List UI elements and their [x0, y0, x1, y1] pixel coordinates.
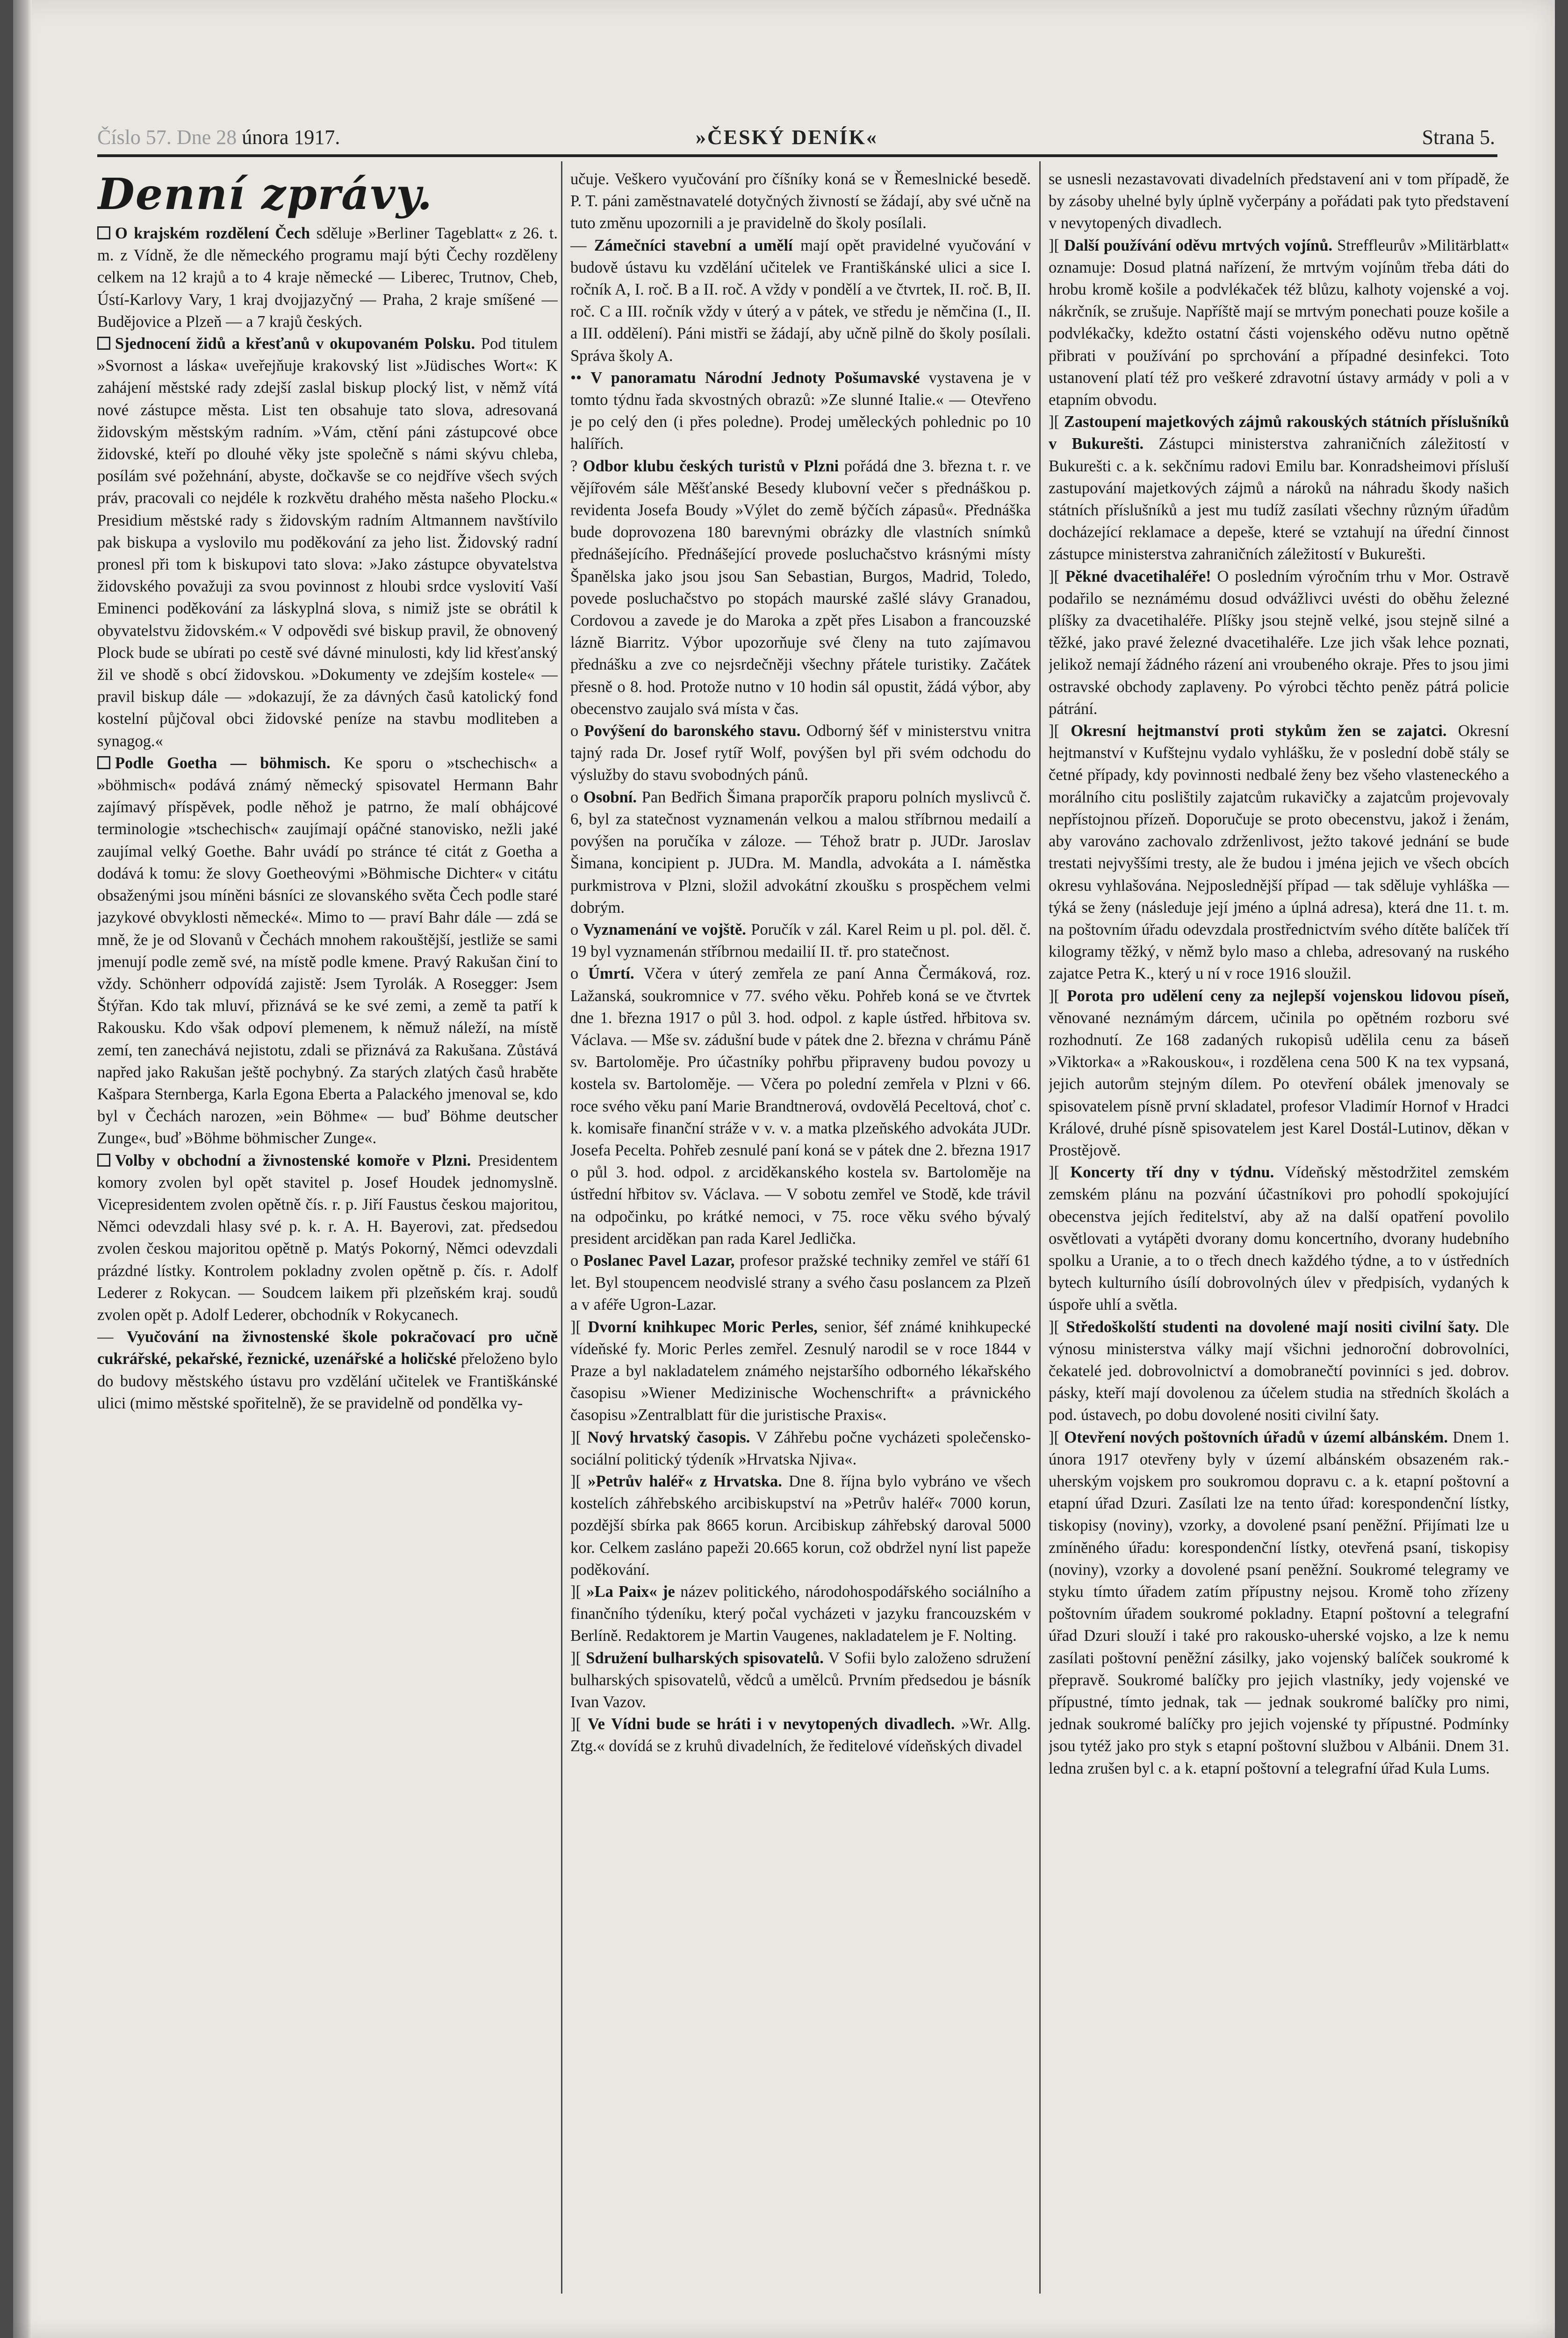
- article: Sjednocení židů a křesťanů v okupovaném Polsku. Pod titulem »Svornost a láska« uveřejňuje krakovský list »Jüdisches Wort«: K zahájení městské rady zdejší zaslal biskup plocký list, v němž vítá nové zástupce města. List ten obsahuje tato slova, adresovaná židovským městským radním. »Vám, ctění páni zástupcové obce židovské, kteří po dlouhé věky jste společně s námi skývu chleba, posílám své požehnání, abyste, dočkavše se co nejdříve všech svých práv, pracovali co nejdéle k rozkvětu drahého města našeho Plocku.« Presidium městské rady s židovským radním Altmannem navštívilo pak biskupa a vyslovilo mu poděkování za jeho list. Židovský radní pronesl při tom k biskupovi tato slova: »Jako zástupce obyvatelstva židovského považuji za svou povinnost z hloubi srdce vyslovití Vaší Eminenci poděkování za láskyplná slova, s nimiž jste se obrátil k obyvatelstvu židovském.« V odpovědi své biskup pravil, že obnovený Plock bude se ubírati po cestě své dávné minulosti, kdy lid křesťanský žil ve shodě s obcí židovskou. »Dokumenty ve zdejším kostele« — pravil biskup dále — »dokazují, že za dávných časů katolický fond kostelní půjčoval obci židovské peníze na stavbu modliteben a synagog.«: [97, 335, 558, 750]
- article: o Poslanec Pavel Lazar, profesor pražské techniky zemřel ve stáří 61 let. Byl stoupencem neodvislé strany a svého času poslancem za Plzeň a v aféře Ugron-Lazar.: [570, 1251, 1031, 1314]
- newspaper-page: [13, 0, 1555, 2338]
- article: — Vyučování na živnostenské škole pokračovací pro učně cukrářské, pekařské, řeznické, uzenářské a holičské přeloženo bylo do budovy městského ústavu pro vzdělání učitelek ve Františkánské ulici (mimo městské spořitelně), že se pravidelně od pondělka vy-: [97, 1328, 558, 1412]
- article: ][ »Petrův haléř« z Hrvatska. Dne 8. října bylo vybráno ve všech kostelích záhřebského arcibiskupství na »Petrův haléř« 7000 korun, pozdější sbírka pak 8665 korun. Arcibiskup záhřebský daroval 5000 kor. Celkem zasláno papeži 20.665 korun, což obdržel nyní list papeže poděkování.: [570, 1472, 1031, 1579]
- article: — Zámečníci stavební a umělí mají opět pravidelné vyučování v budově ústavu ku vzdělání učitelek ve Františkánské ulici a sice I. ročník A, I. roč. B a II. roč. A vždy v pondělí a ve čtvrtek, II. roč. B, II. roč. C a III. ročník vždy v úterý a v pátek, ve středu je němčina (I., II. a III. oddělení). Páni mistři se žádají, aby učně pilně do školy posílali. Správa školy A.: [570, 236, 1031, 365]
- article: ][ Sdružení bulharských spisovatelů. V Sofii bylo založeno sdružení bulharských spisovatelů, vědců a umělců. Prvním předsedou je básník Ivan Vazov.: [570, 1649, 1031, 1711]
- page-shadow: [13, 2321, 1555, 2338]
- article: ][ Porota pro udělení ceny za nejlepší vojenskou lidovou píseň, věnované neznámým dárcem, učinila po opětném rozboru své rozhodnutí. Ze 168 zadaných rukopisů udělila cenu za báseň »Viktorka« a »Rakouskou«, i rozdělena cena 500 K na tex vypsaná, jejich autorům stejným dílem. Po otevření obálek jmenovaly se spisovatelem písně první skladatel, profesor Vladimír Hornof v Hradci Králové, druhé písně spisovatelem jest Karel Dostál-Lutinov, děkan v Prostějově.: [1049, 987, 1509, 1159]
- article: Volby v obchodní a živnostenské komoře v Plzni. Presidentem komory zvolen byl opět stavitel p. Josef Houdek jednomyslně. Vicepresidentem zvolen opětně čís. r. p. Jiří Faustus českou majoritou, Němci odevzdali hlasy své p. k. r. A. H. Bayerovi, zat. předsedou zvolen českou majoritou opětně p. Matýs Pokorný, Němci odevzdali prázdné lístky. Kontrolem pokladny zvolen opětně p. čís. r. Adolf Lederer z Rokycan. — Soudcem laikem při plzeňském kraj. soudů zvolen opět p. Adolf Lederer, obchodník v Rokycanech.: [97, 1151, 558, 1324]
- header-rule: [97, 154, 1497, 157]
- column-2: [570, 168, 1031, 2301]
- section-title: Denní zprávy.: [97, 169, 433, 219]
- page-number: Strana 5.: [1422, 126, 1495, 149]
- column-divider: [561, 161, 562, 2294]
- article: ][ Okresní hejtmanství proti stykům žen se zajatci. Okresní hejtmanství v Kufštejnu vydalo vyhlášku, že v poslední době stály se četné případy, kdy povinnosti nedbalé ženy bez všeho vlasteneckého a morálního citu poslištily zajatcům rukavičky a zajatcům projevovaly nepřístojnou přízeň. Doporučuje se proto obecenstvu, jakož i ženám, aby varováno zachovalo zdrženlivost, ježto takové jednání se bude trestati nejvyššími tresty, ale že budou i jména jejich ve všech obcích okresu vyhlašována. Nejposlednější případ — tak sděluje vyhláška — týká se ženy (následuje její jméno a úplná adresa), která dne 11. t. m. na poštovním úřadu odevzdala prostřednictvím svého dítěte balíček tří kilogramy těžký, v němž bylo maso a chleba, adresovaný na ruského zajatce Petra K., který u ní v roce 1916 sloužil.: [1049, 722, 1509, 983]
- article: ][ Zastoupení majetkových zájmů rakouských státních příslušníků v Bukurešti. Zástupci ministerstva zahraničních záležitostí v Bukurešti c. a k. sekčnímu radovi Emilu bar. Konradsheimovi přísluší zastupování majetkových zájmů a nároků na náhradu škody našich státních příslušníků a jest mu tudíž zasílati všechny různým úřadům docházející reklamace a depeše, které se vztahují na úřední činnost zástupce ministerstva zahraničních záležitostí v Bukurešti.: [1049, 413, 1509, 563]
- article: Podle Goetha — böhmisch. Ke sporu o »tschechisch« a »böhmisch« podává známý německý spisovatel Hermann Bahr zajímavý příspěvek, podle něhož je patrno, že malí obhájcové terminologie »tschechisch« zaujímají opáčné stanovisko, nežli jaké zaujímal velký Goethe. Bahr uvádí po stránce té citát z Goetha a dodává k tomu: že slovy Goetheovými »Böhmische Dichter« v citátu obsaženými jsou míněni básníci ze slovanského světa Čech podle staré jazykové obvyklosti německé«. Mimo to — praví Bahr dále — zdá se mně, že je od Slovanů v Čechách mnohem rakouštější, jestliže se sami jmenují podle země své, na místě podle kmene. Pravý Rakušan činí to vždy. Schönherr odpovídá zajistě: Jsem Tyrolák. A Rosegger: Jsem Štýřan. Kdo tak mluví, přiznává se ke své zemi, a země ta patří k Rakousku. Kdo však odpoví plemenem, k němuž náleží, na místě zemí, ten zanechává nejistotu, zdali se přiznává za Rakušana. Zůstává napřed jako Rakušan ještě pochybný. Za starých zlatých časů hraběte Kašpara Sternberga, Karla Egona Eberta a Palackého jmenoval se, kdo byl v Čechách narozen, »ein Böhme« — buď Böhme deutscher Zunge«, buď »Böhme böhmischer Zunge«.: [97, 754, 558, 1147]
- article: ][ »La Paix« je název politického, národohospodářského sociálního a finančního týdeníku, který počal vycházeti v jazyku francouzském v Berlíně. Redaktorem je Martin Vaugenes, nakladatelem je F. Nolting.: [570, 1583, 1031, 1645]
- square-bullet-icon: [97, 337, 110, 350]
- article: o Úmrtí. Včera v úterý zemřela ze paní Anna Čermáková, roz. Lažanská, soukromnice v 77. svého věku. Pohřeb koná se ve čtvrtek dne 1. března 1917 o půl 3. hod. odpol. z kaple ústřed. hřbitova sv. Václava. — Mše sv. zádušní bude v pátek dne 2. března v chrámu Páně sv. Bartoloměje. Pro účastníky pohřbu připraveny budou povozy u kostela sv. Bartoloměje. — Včera po polední zemřela v Plzni v 66. roce svého věku paní Marie Brandtnerová, ovdovělá Peceltová, choť c. k. komisaře finanční stráže v v. v. a matka plzeňského advokáta JUDr. Josefa Pecelta. Pohřeb zesnulé paní koná se v pátek dne 2. března 1917 o půl 3. hod. odpol. z arciděkanského kostela sv. Bartoloměje na ústřední hřbitov sv. Václava. — V sobotu zemřel ve Stodě, kde trávil na odpočinku, po krátké nemoci, v 75. roce věku svého bývalý president arciděkan pan rada Karel Jedlička.: [570, 965, 1031, 1248]
- article: ][ Pěkné dvacetihaléře! O posledním výročním trhu v Mor. Ostravě podařilo se neznámému dosud odvážlivci uvésti do oběhu železné plíšky za dvacetihaléře. Plíšky jsou stejně velké, jsou stejně silné a těžké, jako pravé železné dvacetihaléře. Lze jich však lehce poznati, jelikož nemají žádného rázení ani vroubeného okraje. Přes to jsou jimi ostravské obchody zaplaveny. Po výrobci těchto peněz pátrá policie pátrání.: [1049, 567, 1509, 718]
- article: O krajském rozdělení Čech sděluje »Berliner Tageblatt« z 26. t. m. z Vídně, že dle německého programu mají býti Čechy rozděleny celkem na 12 krajů a to 4 kraje německé — Liberec, Trutnov, Cheb, Ústí-Karlovy Vary, 1 kraj dvojjazyčný — Praha, 2 kraje smíšené — Budějovice a Plzeň — a 7 krajů českých.: [97, 224, 558, 331]
- article: o Vyznamenání ve vojště. Poručík v zál. Karel Reim u pl. pol. děl. č. 19 byl vyznamenán stříbrnou medailií II. tř. pro statečnost.: [570, 920, 1031, 961]
- square-bullet-icon: [97, 1154, 110, 1167]
- article: •• V panoramatu Národní Jednoty Pošumavské vystavena je v tomto týdnu řada skvostných obrazů: »Ze slunné Italie.« — Otevřeno je po celý den (i přes poledne). Prodej uměleckých pohlednic po 10 halířích.: [570, 368, 1031, 453]
- page-header: [97, 125, 1495, 158]
- article: ][ Dvorní knihkupec Moric Perles, senior, šéf známé knihkupecké vídeňské fy. Moric Perles zemřel. Zesnulý narodil se v roce 1844 v Praze a byl nakladatelem známého nejstaršího odborného lékařského časopisu »Wiener Medizinische Wochenschrift« a právnického časopisu »Zentralblatt für die juristische Praxis«.: [570, 1318, 1031, 1424]
- article: ][ Nový hrvatský časopis. V Záhřebu počne vycházeti společensko-sociální politický týdeník »Hrvatska Njiva«.: [570, 1428, 1031, 1468]
- article: učuje. Veškero vyučování pro číšníky koná se v Řemeslnické besedě. P. T. páni zaměstnavatelé dotyčných živností se žádají, aby své učně na tuto změnu upozornili a je pravidelně do školy posílali.: [570, 170, 1031, 232]
- article: ? Odbor klubu českých turistů v Plzni pořádá dne 3. března t. r. ve vějířovém sále Měšťanské Besedy klubovní večer s přednáškou p. revidenta Josefa Boudy »Výlet do země býčích zápasů«. Přednáška bude doprovozena 180 barevnými obrázky dle vlastních snímků přednášejícího. Přednášející provede posluchačstvo krásnými místy Španělska jako jsou jsou San Sebastian, Burgos, Madrid, Toledo, povede posluchačstvo po stopách maurské zašlé slávy Granadou, Cordovou a zavede je do Maroka a zpět přes Lisabon a francouzské lázně Biarritz. Výbor upozorňuje své členy na tuto zajímavou přednášku a zve co nejsrdečněji všechny přátele turistiky. Začátek přesně o 8. hod. Protože nutno v 10 hodin sál opustit, žádá výbor, aby obecenstvo zaujalo svá místa v čas.: [570, 457, 1031, 718]
- column-3: [1049, 168, 1509, 2301]
- article: o Osobní. Pan Bedřich Šimana praporčík praporu polních myslivců č. 6, byl za statečnost vyznamenán velkou a malou stříbrnou medailí a povýšen na poručíka v záloze. — Téhož bratr p. JUDr. Jaroslav Šimana, koncipient p. JUDra. M. Mandla, advokáta a I. náměstka purkmistrova v Plzni, složil advokátní zkoušku s prospěchem velmi dobrým.: [570, 788, 1031, 916]
- article: ][ Středoškolští studenti na dovolené mají nositi civilní šaty. Dle výnosu ministerstva války mají všichni jednoroční dobrovolníci, čekatelé jed. dobrovolnictví a domobranečtí povinníci s jed. dobrov. pásky, kteří mají dovolenou za účelem studia na středních školách a pod. ústavech, po dobu dovolené nositi civilní šaty.: [1049, 1318, 1509, 1424]
- article: ][ Otevření nových poštovních úřadů v území albánském. Dnem 1. února 1917 otevřeny byly v území albánském obsazeném rak.-uherským vojskem pro soukromou dopravu c. a k. etapní poštovní a etapní úřad Dzuri. Zasílati lze na tento úřad: korespondenční lístky, tiskopisy (noviny), vzorky, a dovolené psaní peněžní. Přijímati lze u zmíněného úřadu: korespondenční lístky, otevřená psaní, tiskopisy (noviny), vzorky a dovolené psaní peněžní. Soukromé telegramy ve styku tímto úřadem zatím přípustny nejsou. Kromě toho zřízeny poštovním úřadem soukromé pokladny. Etapní poštovní a telegrafní úřad Dzuri slouží i také pro rakousko-uherské vojsko, a lze k nemu zasílati poštovní peněžní zásilky, jako vojenský balíček soukromé k přepravě. Soukromé balíčky pro jejich vlastníky, jedy vojenské ve přípustné, tímto jednak, tak — jednak soukromé balíčky pro nimi, jednak soukromé balíčky pro jejich vojenské ty přípustné. Podmínky jsou tytéž jako pro styk s etapní poštovní službou v Albánii. Dnem 31. ledna zrušen byl c. a k. etapní poštovní a telegrafní úřad Kula Lums.: [1049, 1428, 1509, 1777]
- column-1: [97, 168, 558, 2301]
- article: ][ Koncerty tří dny v týdnu. Vídeňský městodržitel zemském zemském plánu na pozvání účastníkovi pro pohodlí spokojující obecenstva jejích ředitelství, aby až na další opatření povolilo osvětlovati a vytápěti dvorany domu koncertního, dvorany hudebního spolku a Uranie, a to o třech dnech každého týdne, a to v ústředních bytech kulturního úsílí dobrovolných úlev v předpisích, vydaných k úspoře uhlí a světla.: [1049, 1163, 1509, 1314]
- binding-margin: [13, 0, 32, 2338]
- square-bullet-icon: [97, 756, 110, 769]
- article: ][ Další používání oděvu mrtvých vojínů. Streffleurův »Militärblatt« oznamuje: Dosud platná nařízení, že mrtvým vojínům třeba dáti do hrobu kromě košile a podvlékaček též blůzu, kalhoty vojenské a voj. nákrčník, se zrušuje. Napříště mají se mrtvým ponechati pouze košile a podvlékačky, kdežto ostatní části vojenského oděvu nutno opětně přibrati v používání po sprchování a případné desinfekci. Toto ustanovení platí též pro veškeré zdravotní ústavy armády v poli a v etapním obvodu.: [1049, 236, 1509, 409]
- article: ][ Ve Vídni bude se hráti i v nevytopených divadlech. »Wr. Allg. Ztg.« dovídá se z kruhů divadelních, že ředitelové vídeňských divadel: [570, 1715, 1031, 1755]
- square-bullet-icon: [97, 226, 110, 239]
- article: o Povýšení do baronského stavu. Odborný šéf v ministerstvu vnitra tajný rada Dr. Josef rytíř Wolf, povýšen byl při svém odchodu do výslužby do stavu svobodných pánů.: [570, 722, 1031, 784]
- issue-date: Číslo 57. Dne 28 února 1917.: [97, 126, 340, 149]
- newspaper-title: »ČESKÝ DENÍK«: [696, 126, 878, 149]
- column-divider: [1039, 161, 1041, 2294]
- article: se usnesli nezastavovati divadelních představení ani v tom případě, že by zásoby uhelné byly úplně vyčerpány a pořádati pak tyto představení v nevytopených divadlech.: [1049, 170, 1509, 232]
